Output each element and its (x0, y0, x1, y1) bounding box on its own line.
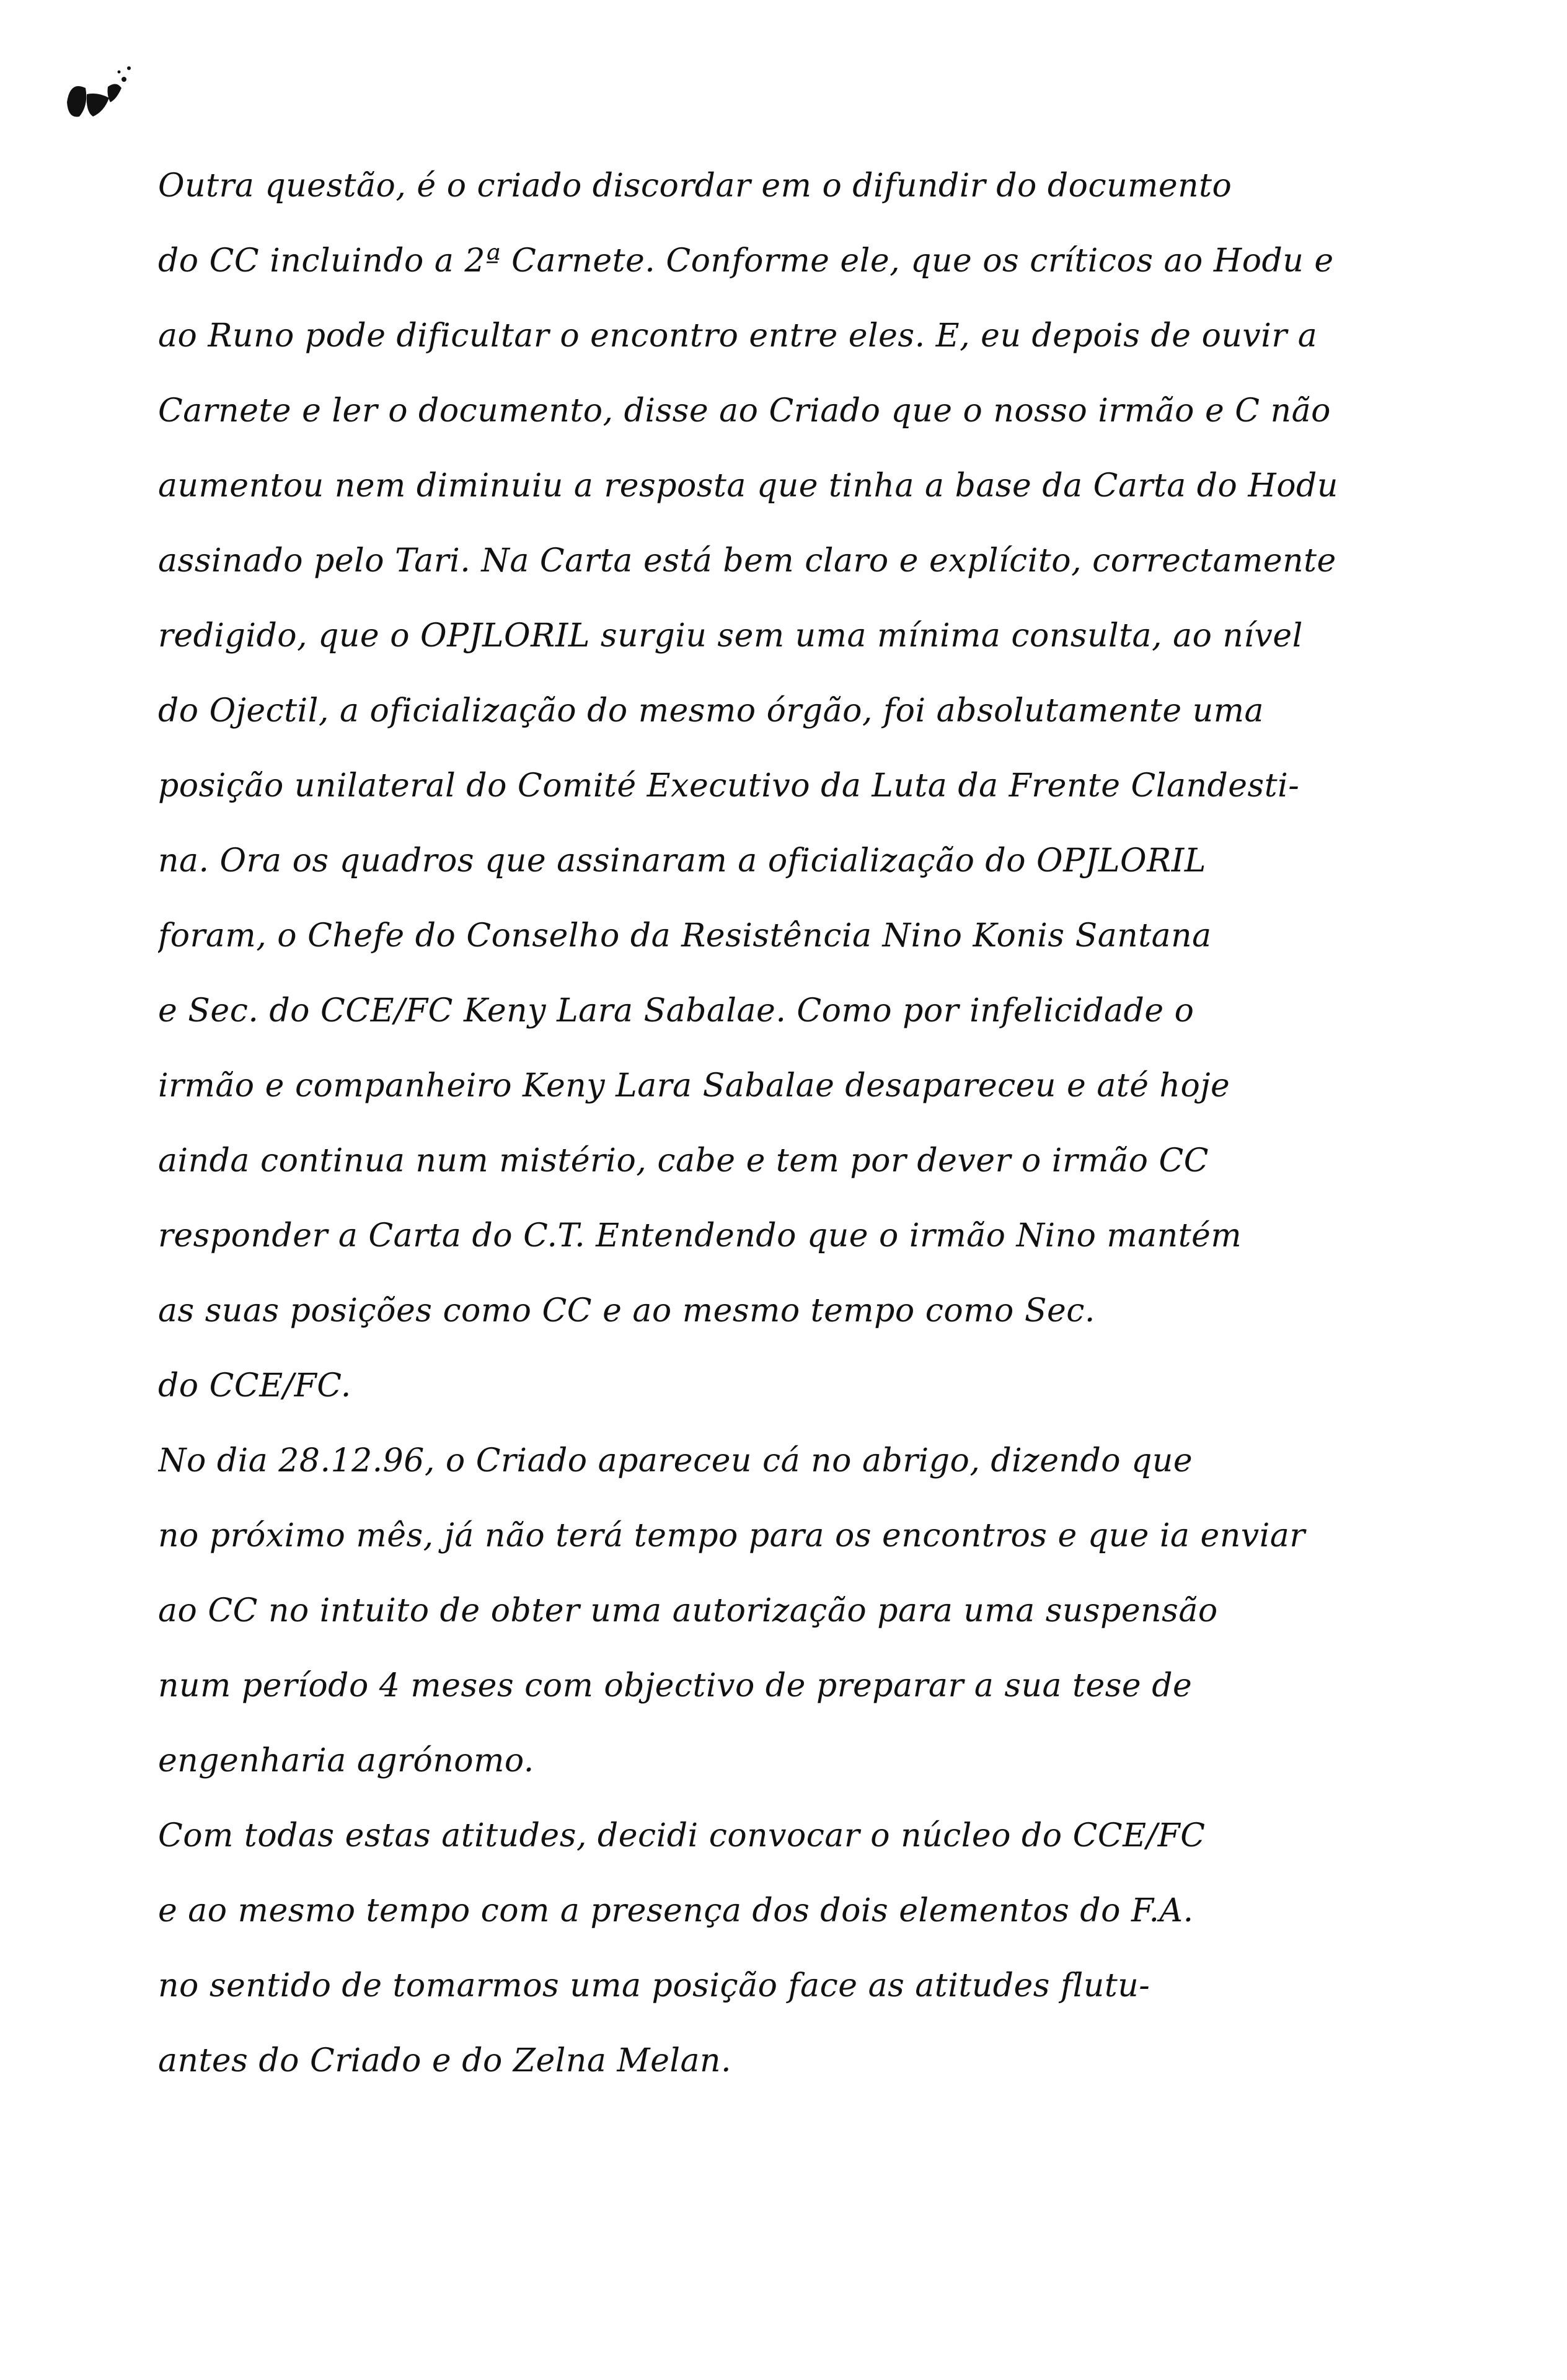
text-line: ao CC no intuito de obter uma autorização para uma suspensão (158, 1592, 1218, 1629)
text-line: as suas posições como CC e ao mesmo tempo como Sec. (158, 1292, 1095, 1329)
text-line: num período 4 meses com objectivo de preparar a sua tese de (158, 1667, 1193, 1704)
text-line: no próximo mês, já não terá tempo para os encontros e que ia enviar (158, 1517, 1305, 1554)
text-line: do CCE/FC. (158, 1367, 351, 1404)
text-line: Outra questão, é o criado discordar em o difundir do documento (158, 167, 1232, 205)
handwritten-text-block (158, 149, 1454, 2099)
text-line: aumentou nem diminuiu a resposta que tinha a base da Carta do Hodu (158, 467, 1338, 505)
text-line: e Sec. do CCE/FC Keny Lara Sabalae. Como por infelicidade o (158, 992, 1194, 1029)
text-line: do Ojectil, a oficialização do mesmo órgão, foi absolutamente uma (158, 692, 1265, 729)
text-line: antes do Criado e do Zelna Melan. (158, 2042, 732, 2079)
text-line: do CC incluindo a 2ª Carnete. Conforme ele, que os críticos ao Hodu e (158, 242, 1334, 280)
text-line: responder a Carta do C.T. Entendendo que o irmão Nino mantém (158, 1217, 1242, 1254)
text-line: No dia 28.12.96, o Criado apareceu cá no abrigo, dizendo que (158, 1442, 1193, 1479)
text-line: na. Ora os quadros que assinaram a oficialização do OPJLORIL (158, 842, 1206, 879)
text-line: Com todas estas atitudes, decidi convocar o núcleo do CCE/FC (158, 1817, 1206, 1854)
ink-blot-mark (55, 43, 148, 136)
text-line: irmão e companheiro Keny Lara Sabalae desapareceu e até hoje (158, 1067, 1230, 1104)
text-line: no sentido de tomarmos uma posição face as atitudes flutu- (158, 1967, 1150, 2004)
text-line: assinado pelo Tari. Na Carta está bem claro e explícito, correctamente (158, 542, 1336, 580)
text-line: engenharia agrónomo. (158, 1742, 534, 1779)
text-line: ainda continua num mistério, cabe e tem por dever o irmão CC (158, 1142, 1209, 1179)
text-line: ao Runo pode dificultar o encontro entre eles. E, eu depois de ouvir a (158, 317, 1318, 355)
text-line: redigido, que o OPJLORIL surgiu sem uma mínima consulta, ao nível (158, 617, 1303, 654)
text-line: foram, o Chefe do Conselho da Resistência Nino Konis Santana (158, 917, 1212, 954)
text-line: Carnete e ler o documento, disse ao Criado que o nosso irmão e C não (158, 392, 1331, 430)
text-line: e ao mesmo tempo com a presença dos dois elementos do F.A. (158, 1892, 1194, 1929)
text-line: posição unilateral do Comité Executivo da Luta da Frente Clandesti- (158, 767, 1300, 804)
